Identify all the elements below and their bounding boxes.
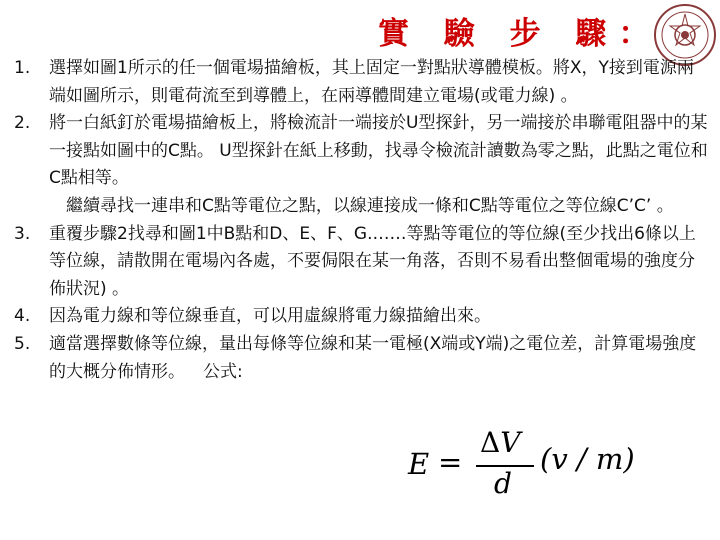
step-1 [14, 55, 709, 110]
step-text: 選擇如圖1所示的任一個電場描繪板，其上固定一對點狀導體模板。將X，Y接到電源兩端如圖所示，則電荷流至到導體上，在兩導體間建立電場(或電力線) 。 [49, 58, 694, 106]
formula-denominator: d [494, 467, 512, 500]
step-text: 適當選擇數條等位線，量出每條等位線和某一電極(X端或Y端)之電位差，計算電場強度的大概分佈情形。 [49, 333, 697, 382]
step-number: 4. [14, 306, 31, 327]
step-number: 2. [14, 113, 31, 134]
step-text-wrapper [49, 331, 709, 386]
formula-unit: (v / m) [540, 442, 635, 476]
formula-label: 公式: [203, 361, 243, 382]
step-5 [14, 331, 709, 386]
procedure-steps [14, 55, 709, 386]
step-number: 5. [14, 333, 31, 354]
page-title: 實 驗 步 驟： [378, 16, 662, 52]
electric-field-formula [408, 426, 648, 500]
formula-equals: = [438, 445, 463, 479]
step-number: 3. [14, 223, 31, 244]
formula-voltage: V [500, 426, 521, 459]
step-text: 重覆步驟2找尋和圖1中B點和D、E、F、G.……等點等電位的等位線(至少找出6條以上等位線，請散開在電場內各處，不要侷限在某一角落，否則不易看出整個電場的強度分佈狀況) 。 [49, 223, 696, 299]
formula-delta: Δ [480, 426, 501, 459]
step-3 [14, 221, 709, 304]
step-text-continued: 繼續尋找一連串和C點等電位之點，以線連接成一條和C點等電位之等位線C’C’ 。 [66, 195, 674, 216]
step-4 [14, 303, 709, 331]
formula-lhs: E [408, 447, 430, 481]
step-text: 因為電力線和等位線垂直，可以用虛線將電力線描繪出來。 [49, 306, 491, 327]
step-text: 將一白紙釘於電場描繪板上，將檢流計一端接於U型探針，另一端接於串聯電阻器中的某一接點如圖中的C點。 U型探針在紙上移動，找尋令檢流計讀數為零之點，此點之電位和C點相等。 [49, 113, 708, 189]
formula-numerator [480, 426, 520, 459]
step-number: 1. [14, 58, 31, 78]
step-2 [14, 110, 709, 220]
